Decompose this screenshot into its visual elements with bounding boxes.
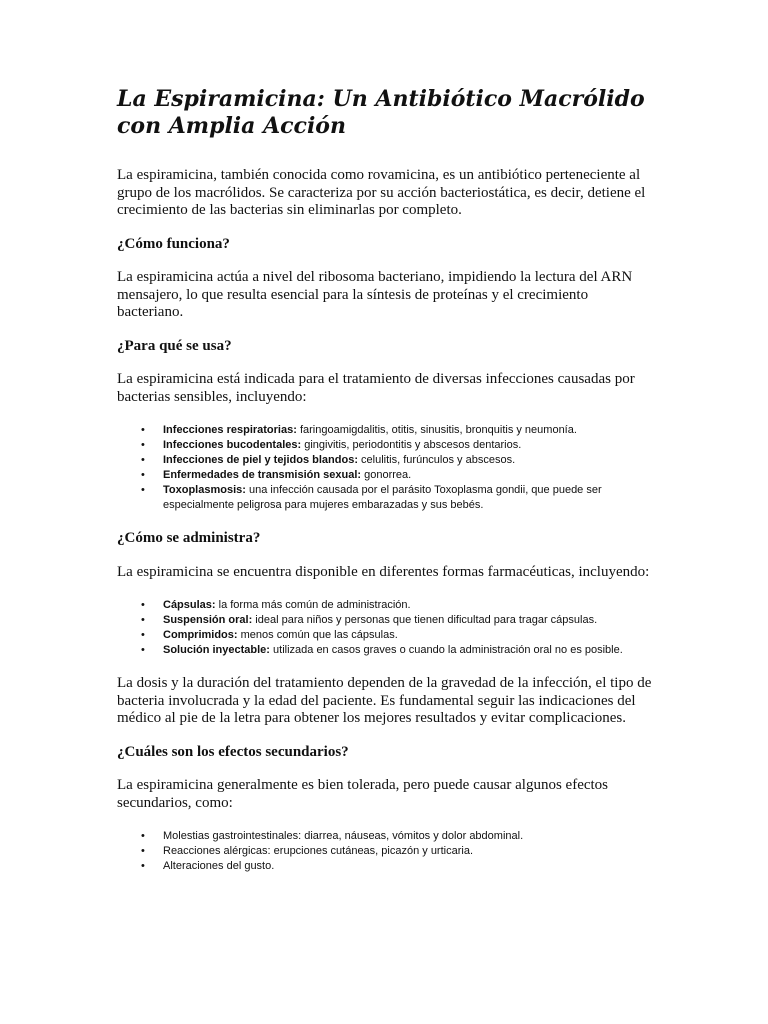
paragraph-dosis: La dosis y la duración del tratamiento dependen de la gravedad de la infección, el tipo de bacteria involucrada y la edad del paciente. Es fundamental seguir las indicaciones del médico al pie de la letra para obtener los mejores resultados y evitar complicaciones. bbox=[117, 675, 652, 726]
heading-como-se-administra: ¿Cómo se administra? bbox=[117, 530, 261, 546]
paragraph-como-se-administra: La espiramicina se encuentra disponible en diferentes formas farmacéuticas, incluyendo: bbox=[117, 563, 650, 580]
list-item: • Suspensión oral: ideal para niños y personas que tienen dificultad para tragar cápsulas. bbox=[141, 614, 598, 626]
list-item: • Enfermedades de transmisión sexual: gonorrea. bbox=[141, 469, 412, 481]
bullet-icon: • bbox=[141, 424, 145, 436]
heading-para-que-se-usa: ¿Para qué se usa? bbox=[117, 337, 232, 354]
bullet-icon: • bbox=[141, 845, 145, 857]
bullet-icon: • bbox=[141, 860, 145, 872]
heading-efectos-secundarios: ¿Cuáles son los efectos secundarios? bbox=[117, 743, 349, 760]
paragraph-para-que-se-usa: La espiramicina está indicada para el tratamiento de diversas infecciones causadas por bacterias sensibles, incluyendo: bbox=[117, 371, 635, 405]
bullet-icon: • bbox=[141, 614, 145, 626]
document-page bbox=[117, 86, 657, 891]
list-item: • Infecciones bucodentales: gingivitis, periodontitis y abscesos dentarios. bbox=[141, 439, 522, 451]
list-item: • Infecciones de piel y tejidos blandos: celulitis, furúnculos y abscesos. bbox=[141, 454, 516, 466]
list-item: • Comprimidos: menos común que las cápsulas. bbox=[141, 629, 398, 641]
list-item: • Solución inyectable: utilizada en casos graves o cuando la administración oral no es posible. bbox=[141, 644, 623, 656]
list-formas bbox=[117, 598, 657, 658]
bullet-icon: • bbox=[141, 469, 145, 481]
bullet-icon: • bbox=[141, 830, 145, 842]
list-item: • Alteraciones del gusto. bbox=[141, 860, 275, 872]
document-title: La Espiramicina: Un Antibiótico Macrólido con Amplia Acción bbox=[117, 86, 645, 139]
list-item: • Reacciones alérgicas: erupciones cutáneas, picazón y urticaria. bbox=[141, 845, 473, 857]
heading-como-funciona: ¿Cómo funciona? bbox=[117, 235, 230, 252]
paragraph-efectos-secundarios: La espiramicina generalmente es bien tolerada, pero puede causar algunos efectos secundarios, como: bbox=[117, 777, 609, 811]
list-item: • Molestias gastrointestinales: diarrea, náuseas, vómitos y dolor abdominal. bbox=[141, 830, 524, 842]
list-item: • Infecciones respiratorias: faringoamigdalitis, otitis, sinusitis, bronquitis y neumonía. bbox=[141, 424, 577, 436]
list-item: • Toxoplasmosis: una infección causada por el parásito Toxoplasma gondii, que puede ser especialmente peligrosa para mujeres embarazadas y sus bebés. bbox=[141, 484, 602, 511]
bullet-icon: • bbox=[141, 484, 145, 496]
list-efectos bbox=[117, 829, 657, 874]
bullet-icon: • bbox=[141, 629, 145, 641]
bullet-icon: • bbox=[141, 599, 145, 611]
paragraph-como-funciona: La espiramicina actúa a nivel del ribosoma bacteriano, impidiendo la lectura del ARN mensajero, lo que resulta esencial para la síntesis de proteínas y el crecimiento bacteriano. bbox=[117, 269, 633, 320]
intro-paragraph: La espiramicina, también conocida como rovamicina, es un antibiótico perteneciente al grupo de los macrólidos. Se caracteriza por su acción bacteriostática, es decir, detiene el crecimiento de las bacterias sin eliminarlas por completo. bbox=[117, 167, 646, 218]
bullet-icon: • bbox=[141, 439, 145, 451]
list-item: • Cápsulas: la forma más común de administración. bbox=[141, 599, 411, 611]
bullet-icon: • bbox=[141, 454, 145, 466]
list-infecciones bbox=[117, 423, 657, 513]
bullet-icon: • bbox=[141, 644, 145, 656]
